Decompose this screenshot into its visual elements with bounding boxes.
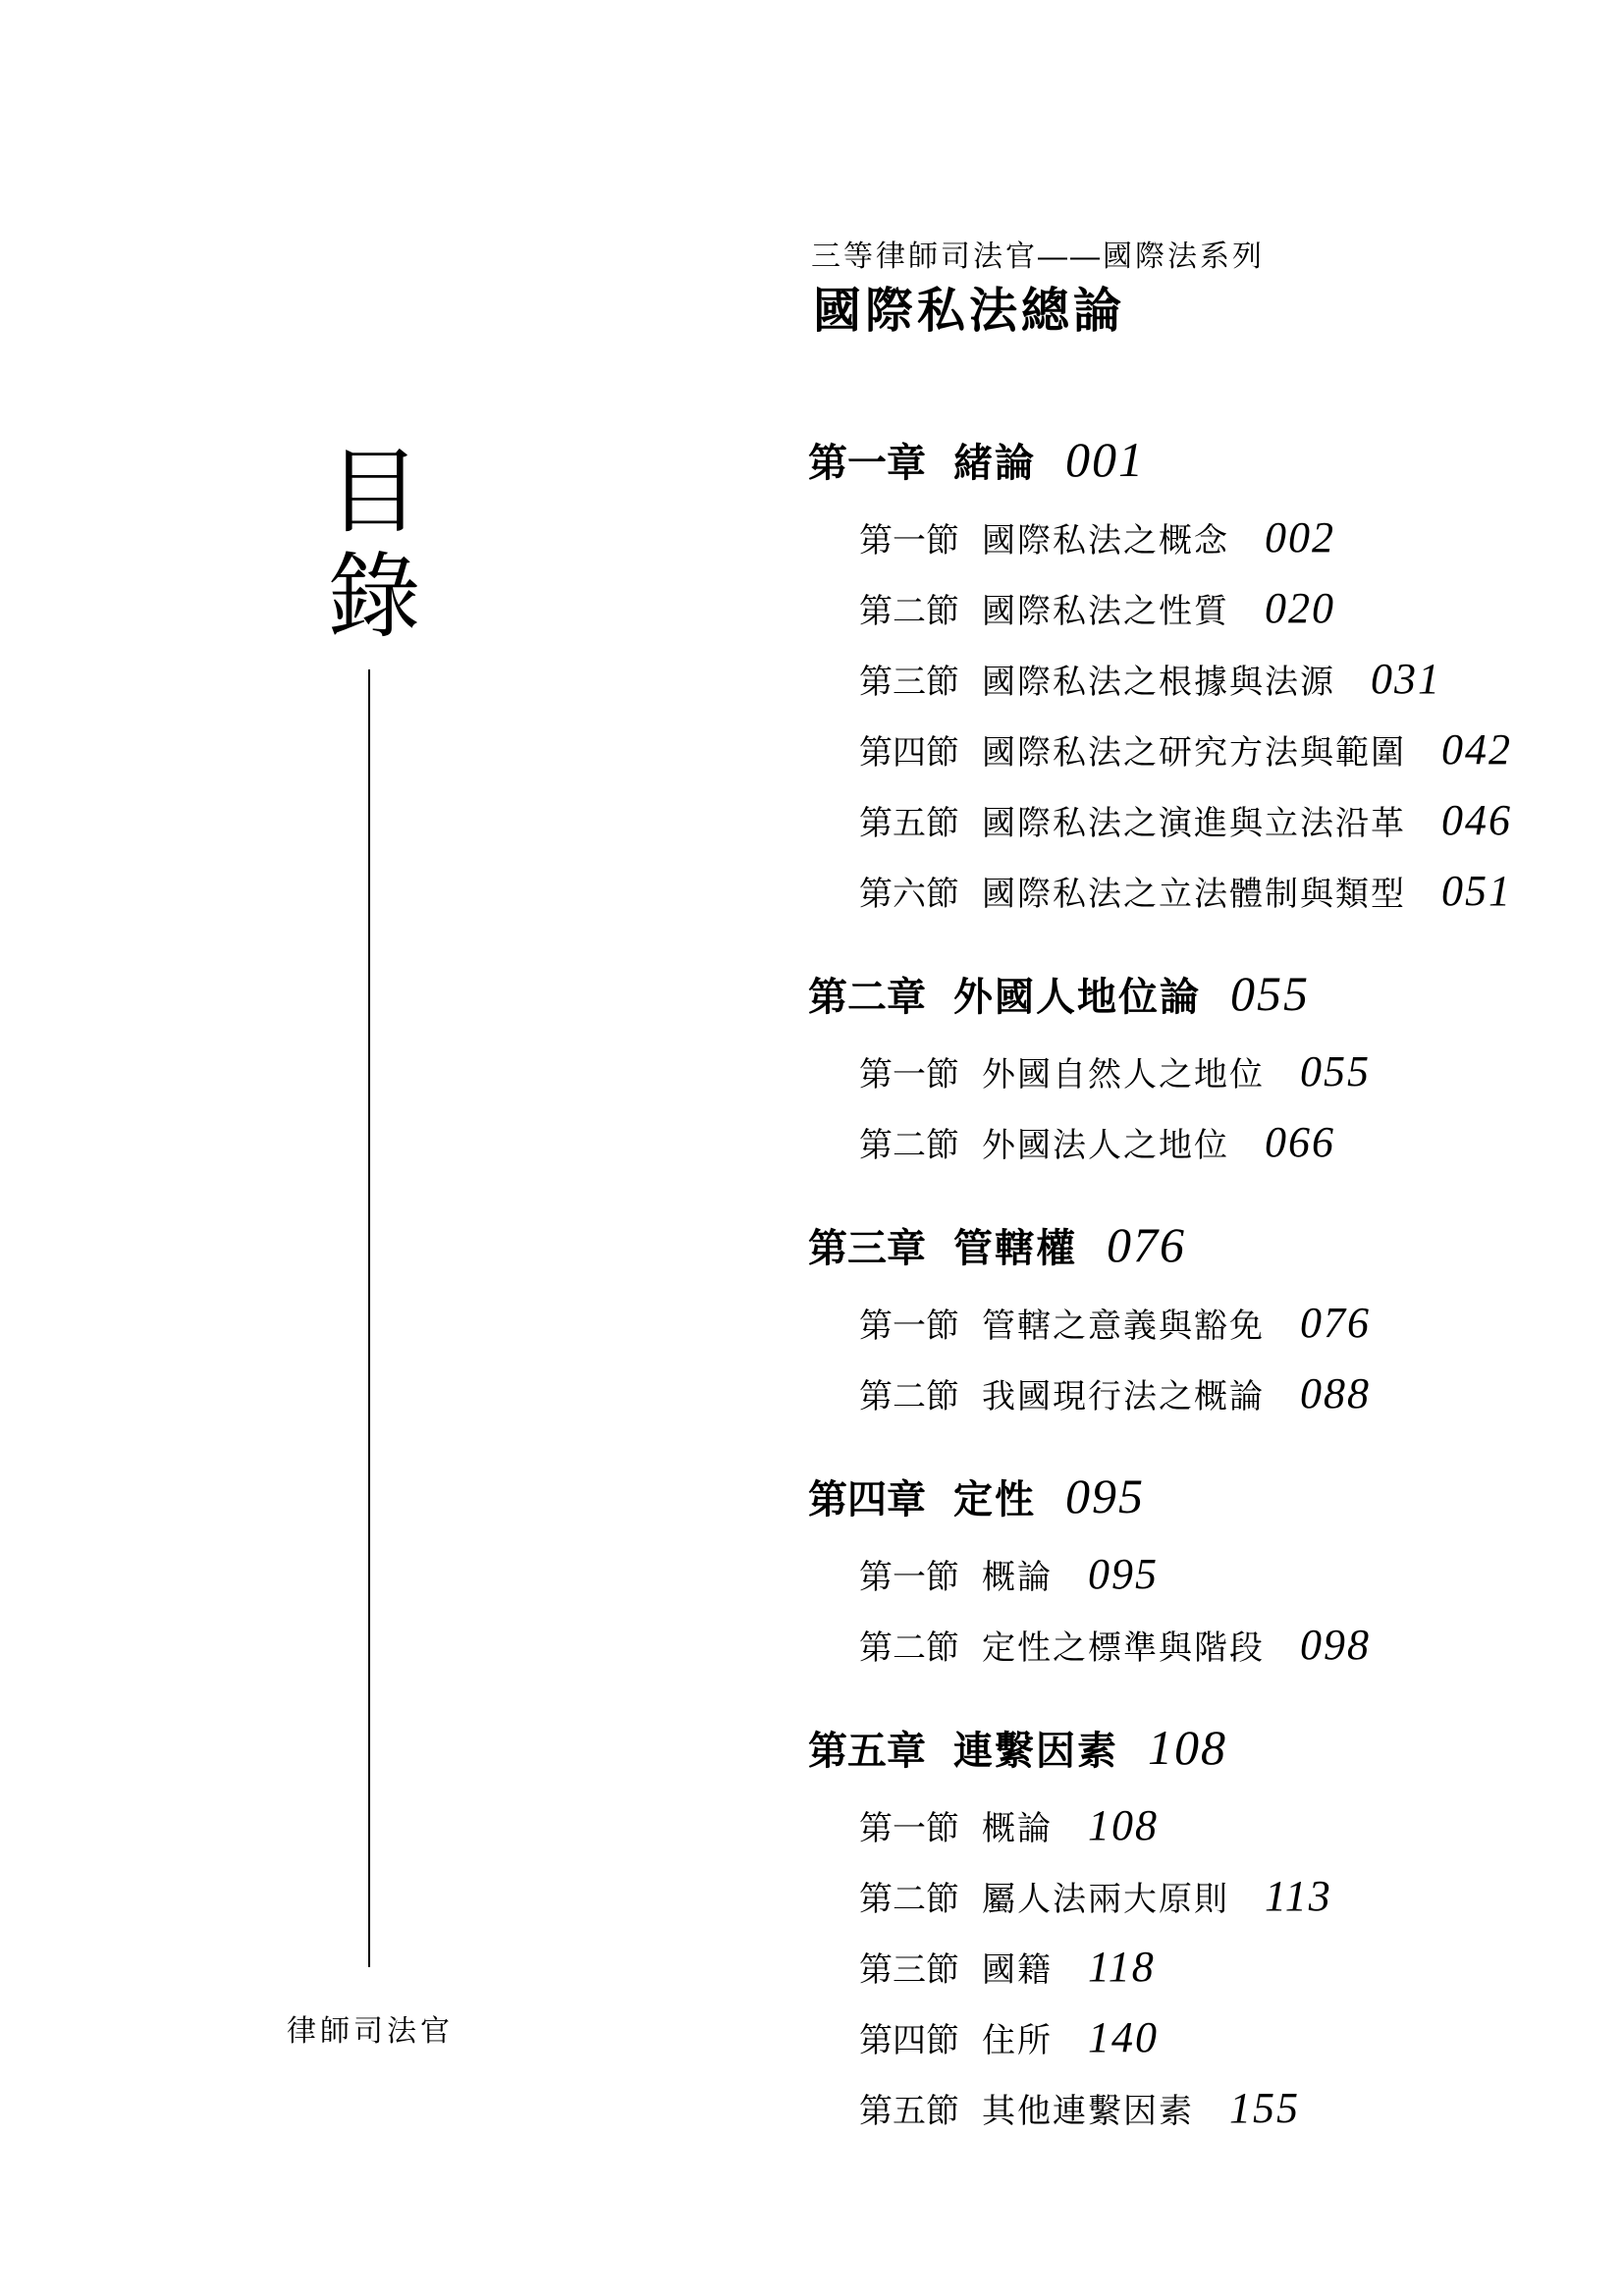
- section-title: 定性之標準與階段: [982, 1630, 1265, 1667]
- section-row: [808, 1621, 1436, 1669]
- section-row: [808, 1801, 1436, 1849]
- section-row: [808, 584, 1436, 632]
- section-label: 第三節: [859, 1952, 959, 1989]
- section-row: [808, 1872, 1436, 1920]
- section-label: 第一節: [859, 1308, 959, 1345]
- section-title: 外國法人之地位: [982, 1128, 1229, 1164]
- section-title: 外國自然人之地位: [982, 1057, 1265, 1094]
- section-page-number: 076: [1300, 1299, 1371, 1347]
- section-title: 我國現行法之概論: [982, 1379, 1265, 1415]
- section-label: 第二節: [859, 1379, 959, 1415]
- section-title: 國際私法之立法體制與類型: [982, 877, 1406, 913]
- section-row: [808, 513, 1436, 561]
- section-label: 第二節: [859, 1630, 959, 1667]
- section-page-number: 118: [1088, 1943, 1156, 1991]
- chapter-row: [808, 966, 1436, 1021]
- section-label: 第一節: [859, 1560, 959, 1596]
- section-page-number: 140: [1088, 2013, 1159, 2061]
- chapter-label: 第五章: [808, 1729, 926, 1773]
- chapter-page-number: 108: [1148, 1720, 1227, 1775]
- section-title: 國際私法之研究方法與範圍: [982, 735, 1406, 772]
- section-row: [808, 1943, 1436, 1991]
- section-page-number: 098: [1300, 1621, 1371, 1669]
- section-label: 第五節: [859, 806, 959, 842]
- section-page-number: 113: [1265, 1872, 1332, 1920]
- section-title: 國籍: [982, 1952, 1053, 1989]
- section-label: 第一節: [859, 1811, 959, 1847]
- section-title: 國際私法之概念: [982, 523, 1229, 560]
- chapter-row: [808, 1468, 1436, 1523]
- chapter-page-number: 076: [1107, 1217, 1186, 1272]
- section-label: 第二節: [859, 594, 959, 630]
- section-row: [808, 2084, 1436, 2132]
- chapter-page-number: 055: [1230, 966, 1310, 1021]
- section-label: 第一節: [859, 1057, 959, 1094]
- section-label: 第二節: [859, 1128, 959, 1164]
- section-label: 第六節: [859, 877, 959, 913]
- section-row: [808, 2013, 1436, 2061]
- section-row: [808, 1369, 1436, 1417]
- section-page-number: 155: [1229, 2084, 1300, 2132]
- chapter-page-number: 095: [1065, 1468, 1145, 1523]
- section-page-number: 088: [1300, 1369, 1371, 1417]
- section-title: 國際私法之性質: [982, 594, 1229, 630]
- section-row: [808, 1550, 1436, 1598]
- section-row: [808, 867, 1512, 915]
- chapter-page-number: 001: [1065, 432, 1145, 487]
- chapter-label: 第四章: [808, 1477, 926, 1522]
- section-title: 其他連繫因素: [982, 2094, 1194, 2130]
- section-page-number: 066: [1265, 1118, 1335, 1166]
- section-page-number: 031: [1371, 655, 1441, 703]
- table-of-contents: [808, 432, 1512, 2160]
- section-label: 第二節: [859, 1882, 959, 1918]
- section-title: 管轄之意義與豁免: [982, 1308, 1265, 1345]
- series-title: 三等律師司法官——國際法系列: [811, 240, 1265, 273]
- chapter-title: 連繫因素: [953, 1729, 1118, 1773]
- chapter-row: [808, 1720, 1436, 1775]
- section-label: 第四節: [859, 735, 959, 772]
- section-row: [808, 1299, 1436, 1347]
- section-row: [808, 655, 1441, 703]
- section-title: 國際私法之演進與立法沿革: [982, 806, 1406, 842]
- section-page-number: 002: [1265, 513, 1335, 561]
- section-row: [808, 1118, 1436, 1166]
- section-page-number: 020: [1265, 584, 1335, 632]
- section-title: 概論: [982, 1811, 1053, 1847]
- section-title: 國際私法之根據與法源: [982, 665, 1335, 701]
- chapter-label: 第三章: [808, 1226, 926, 1270]
- section-row: [808, 796, 1512, 844]
- section-title: 住所: [982, 2023, 1053, 2059]
- footer-label: 律師司法官: [287, 2015, 454, 2048]
- section-row: [808, 725, 1512, 774]
- section-page-number: 051: [1441, 867, 1512, 915]
- book-title: 國際私法總論: [813, 284, 1126, 338]
- section-label: 第一節: [859, 523, 959, 560]
- section-page-number: 108: [1088, 1801, 1159, 1849]
- chapter-label: 第二章: [808, 975, 926, 1019]
- section-page-number: 055: [1300, 1047, 1371, 1095]
- chapter-title: 緒論: [953, 441, 1036, 485]
- chapter-title: 管轄權: [953, 1226, 1077, 1270]
- section-title: 概論: [982, 1560, 1053, 1596]
- section-page-number: 095: [1088, 1550, 1159, 1598]
- vertical-divider-line: [368, 669, 370, 1967]
- chapter-row: [808, 1217, 1436, 1272]
- section-page-number: 042: [1441, 725, 1512, 774]
- section-page-number: 046: [1441, 796, 1512, 844]
- toc-vertical-label: 目錄: [314, 442, 418, 652]
- chapter-title: 定性: [953, 1477, 1036, 1522]
- section-label: 第五節: [859, 2094, 959, 2130]
- chapter-row: [808, 432, 1436, 487]
- section-label: 第四節: [859, 2023, 959, 2059]
- section-title: 屬人法兩大原則: [982, 1882, 1229, 1918]
- section-label: 第三節: [859, 665, 959, 701]
- chapter-label: 第一章: [808, 441, 926, 485]
- chapter-title: 外國人地位論: [953, 975, 1201, 1019]
- section-row: [808, 1047, 1436, 1095]
